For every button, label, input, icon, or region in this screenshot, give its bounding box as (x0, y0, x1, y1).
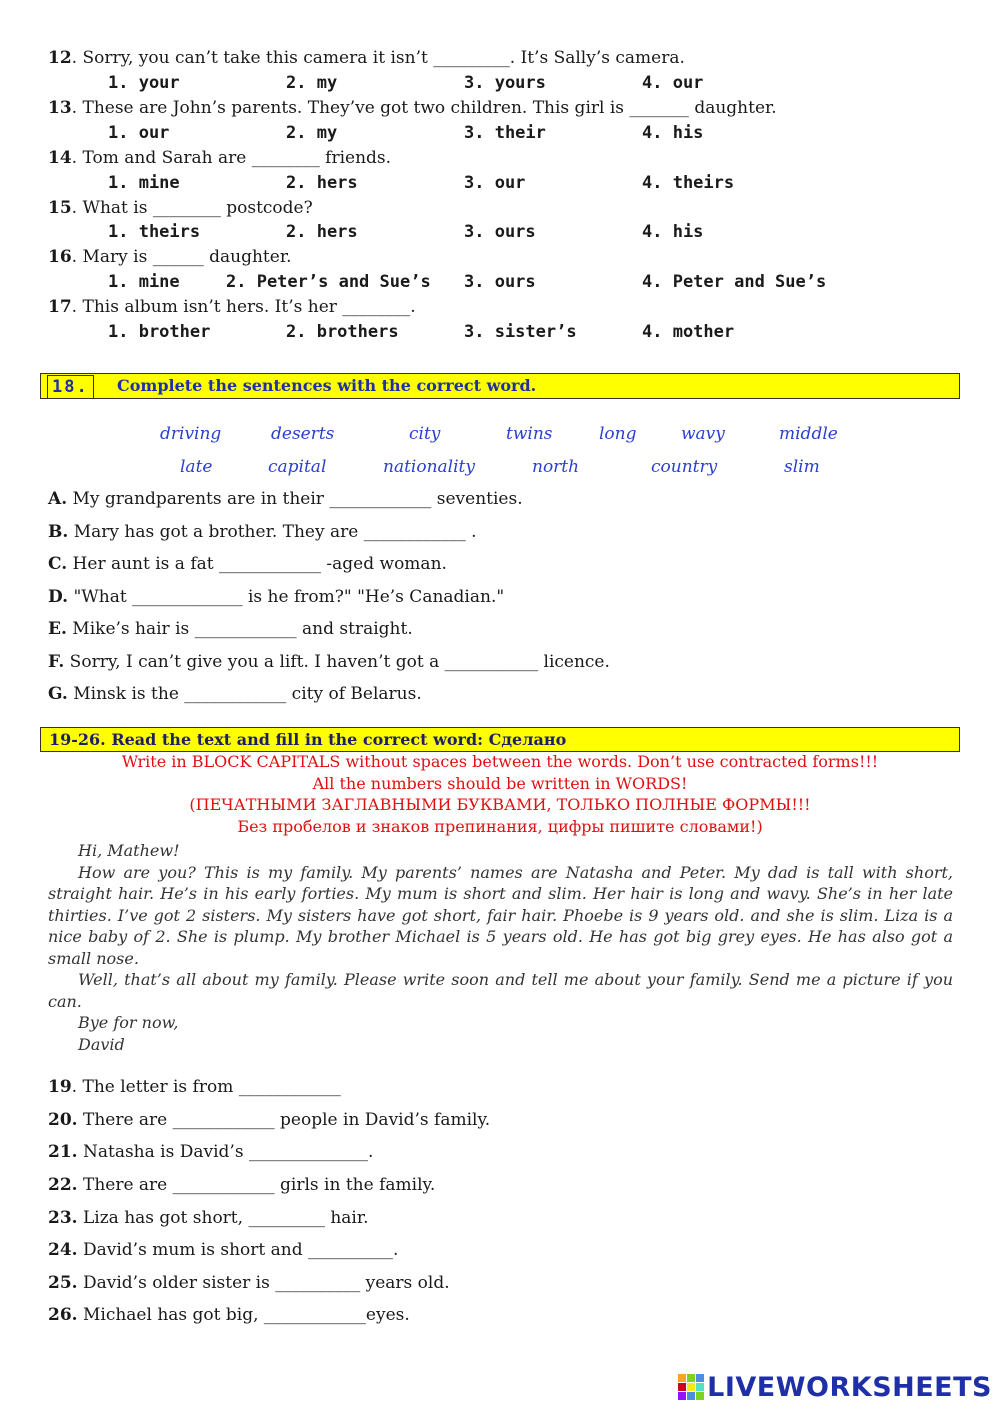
question-text: . Sorry, you can’t take this camera it isn’t _________. It’s Sally’s camera. (71, 48, 685, 68)
option[interactable]: 2. my (286, 73, 338, 93)
word-bank-item: middle (779, 424, 838, 444)
question-17 (48, 297, 416, 317)
question-number: 24. (48, 1240, 78, 1260)
question-text[interactable]: Natasha is David’s ______________. (77, 1142, 374, 1162)
question-text: . Tom and Sarah are ________ friends. (71, 148, 392, 168)
section-number: 18. (47, 375, 94, 399)
instruction-line: All the numbers should be written in WORDS! (312, 774, 688, 793)
question-number: 20. (48, 1110, 78, 1130)
option[interactable]: 3. sister’s (464, 322, 577, 342)
sentence-b (48, 522, 477, 542)
question-number: 12 (48, 48, 72, 68)
question-text: . Mary is ______ daughter. (71, 247, 292, 267)
question-13 (48, 98, 777, 118)
question-number: 13 (48, 98, 72, 118)
question-number: 25. (48, 1273, 78, 1293)
letter-text (48, 840, 953, 1055)
option[interactable]: 1. mine (108, 173, 180, 193)
question-19 (48, 1077, 341, 1097)
sentence-letter: D. (48, 587, 69, 607)
liveworksheets-logo-icon (678, 1374, 704, 1400)
question-number: 14 (48, 148, 72, 168)
liveworksheets-logo[interactable] (678, 1372, 992, 1403)
sentence-letter: G. (48, 684, 68, 704)
sentence-text[interactable]: Sorry, I can’t give you a lift. I haven’t got a ___________ licence. (64, 652, 610, 672)
question-26 (48, 1305, 410, 1325)
option[interactable]: 4. mother (642, 322, 735, 342)
letter-paragraph: How are you? This is my family. My parents’ names are Natasha and Peter. My dad is tall with short, straight hair. He’s in his early forties. My mum is short and slim. Her hair is long and wavy. She’s in her late thirties. I’ve got 2 sisters. My sisters have got short, fair hair. Phoebe is 9 years old. and she is slim. Liza is a nice baby of 2. She is plump. My brother Michael is 5 years old. He has got big grey eyes. He has also got a small nose. (48, 862, 953, 968)
option[interactable]: 2. Peter’s and Sue’s (226, 272, 431, 292)
question-24 (48, 1240, 398, 1260)
option[interactable]: 3. yours (464, 73, 546, 93)
instruction-line: Write in BLOCK CAPITALS without spaces between the words. Don’t use contracted forms!!! (121, 752, 879, 771)
word-bank-item: nationality (383, 457, 475, 477)
sentence-f (48, 652, 610, 672)
question-20 (48, 1110, 490, 1130)
sentence-text[interactable]: Minsk is the ____________ city of Belarus. (67, 684, 422, 704)
option[interactable]: 1. brother (108, 322, 211, 342)
word-bank-item: north (532, 457, 580, 477)
question-12 (48, 48, 685, 68)
question-14 (48, 148, 391, 168)
sentence-g (48, 684, 422, 704)
option[interactable]: 1. our (108, 123, 170, 143)
option[interactable]: 4. his (642, 123, 704, 143)
word-bank-item: slim (784, 457, 820, 477)
question-text[interactable]: . The letter is from ____________ (71, 1077, 341, 1097)
question-number: 16 (48, 247, 72, 267)
instruction-line: Без пробелов и знаков препинания, цифры пишите словами!) (237, 817, 763, 836)
question-25 (48, 1273, 450, 1293)
question-number: 26. (48, 1305, 78, 1325)
sentence-letter: E. (48, 619, 67, 639)
question-text[interactable]: David’s mum is short and __________. (77, 1240, 399, 1260)
question-text[interactable]: Liza has got short, _________ hair. (77, 1208, 369, 1228)
option[interactable]: 2. hers (286, 173, 358, 193)
option[interactable]: 4. our (642, 73, 704, 93)
logo-text: LIVEWORKSHEETS (707, 1372, 992, 1403)
question-22 (48, 1175, 435, 1195)
sentence-letter: B. (48, 522, 69, 542)
letter-paragraph: Well, that’s all about my family. Please write soon and tell me about your family. Send me a picture if you can. (48, 970, 953, 1011)
sentence-text[interactable]: Mary has got a brother. They are ____________ . (68, 522, 477, 542)
word-bank-item: city (409, 424, 441, 444)
question-text[interactable]: There are ____________ girls in the family. (77, 1175, 436, 1195)
sentence-c (48, 554, 447, 574)
option[interactable]: 2. brothers (286, 322, 399, 342)
letter-signature: David (78, 1034, 125, 1054)
word-bank-item: late (180, 457, 213, 477)
sentence-letter: C. (48, 554, 68, 574)
question-number: 17 (48, 297, 72, 317)
question-23 (48, 1208, 369, 1228)
option[interactable]: 3. ours (464, 272, 536, 292)
section-title: 19-26. Read the text and fill in the correct word: Сделано (49, 730, 567, 749)
option[interactable]: 3. their (464, 123, 546, 143)
sentence-d (48, 587, 504, 607)
sentence-letter: F. (48, 652, 65, 672)
sentence-text[interactable]: "What _____________ is he from?" "He’s Canadian." (68, 587, 505, 607)
word-bank-item: deserts (271, 424, 335, 444)
option[interactable]: 3. ours (464, 222, 536, 242)
sentence-text[interactable]: Mike’s hair is ____________ and straight. (66, 619, 413, 639)
word-bank-item: long (599, 424, 637, 444)
question-21 (48, 1142, 373, 1162)
option[interactable]: 3. our (464, 173, 526, 193)
question-text[interactable]: David’s older sister is __________ years old. (77, 1273, 450, 1293)
section-18-header (40, 373, 960, 399)
question-text[interactable]: There are ____________ people in David’s family. (77, 1110, 491, 1130)
question-number: 23. (48, 1208, 78, 1228)
question-16 (48, 247, 291, 267)
sentence-a (48, 489, 523, 509)
option[interactable]: 4. theirs (642, 173, 735, 193)
sentence-text[interactable]: My grandparents are in their ____________ seventies. (67, 489, 523, 509)
sentence-letter: A. (48, 489, 68, 509)
word-bank-item: wavy (681, 424, 725, 444)
instruction-line: (ПЕЧАТНЫМИ ЗАГЛАВНЫМИ БУКВАМИ, ТОЛЬКО ПОЛНЫЕ ФОРМЫ!!! (189, 795, 811, 814)
question-number: 22. (48, 1175, 78, 1195)
sentence-text[interactable]: Her aunt is a fat ____________ -aged woman. (67, 554, 447, 574)
option[interactable]: 2. my (286, 123, 338, 143)
word-bank-item: capital (268, 457, 327, 477)
question-number: 19 (48, 1077, 72, 1097)
sentence-e (48, 619, 413, 639)
question-number: 15 (48, 198, 72, 218)
question-15 (48, 198, 313, 218)
letter-greeting: Hi, Mathew! (78, 841, 180, 860)
section-19-26-header (40, 727, 960, 752)
option[interactable]: 4. his (642, 222, 704, 242)
section-title: Complete the sentences with the correct word. (117, 376, 537, 395)
question-text: . These are John’s parents. They’ve got two children. This girl is _______ daughter. (71, 98, 777, 118)
option[interactable]: 4. Peter and Sue’s (642, 272, 827, 292)
question-text: . This album isn’t hers. It’s her ________. (71, 297, 416, 317)
option[interactable]: 1. your (108, 73, 180, 93)
word-bank-item: driving (160, 424, 222, 444)
question-number: 21. (48, 1142, 78, 1162)
word-bank-item: country (651, 457, 718, 477)
question-text[interactable]: Michael has got big, ____________eyes. (77, 1305, 410, 1325)
letter-closing: Bye for now, (78, 1013, 179, 1032)
option[interactable]: 2. hers (286, 222, 358, 242)
option[interactable]: 1. mine (108, 272, 180, 292)
question-text: . What is ________ postcode? (71, 198, 313, 218)
word-bank-item: twins (506, 424, 553, 444)
option[interactable]: 1. theirs (108, 222, 201, 242)
